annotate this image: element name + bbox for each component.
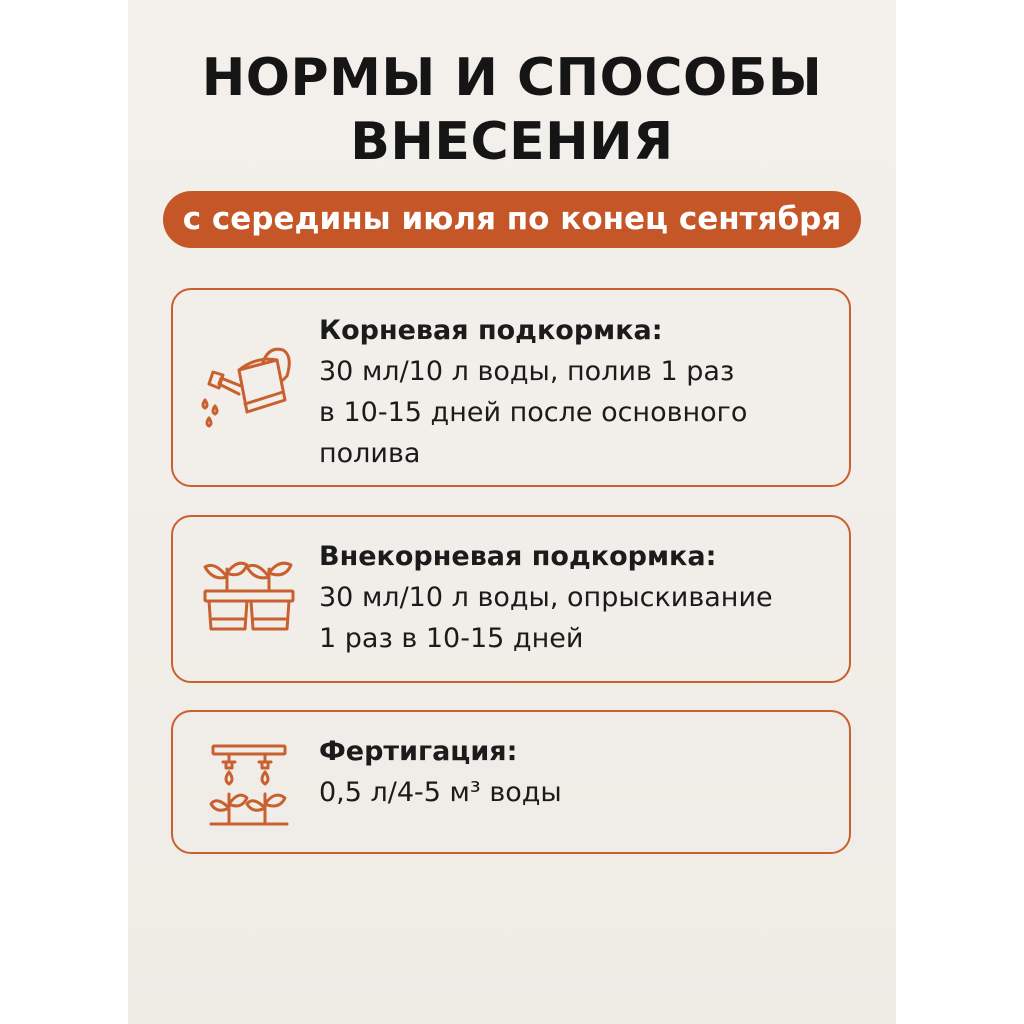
watering-can-icon (199, 342, 299, 432)
card-line: 30 мл/10 л воды, опрыскивание (319, 582, 773, 613)
card-fertigation (171, 710, 851, 854)
card-text (319, 536, 835, 659)
card-line: 0,5 л/4-5 м³ воды (319, 777, 562, 808)
card-text (319, 731, 835, 813)
seedling-tray-icon (199, 555, 299, 645)
card-line: 1 раз в 10-15 дней (319, 623, 584, 654)
period-badge: с середины июля по конец сентября (163, 191, 861, 248)
card-line: 30 мл/10 л воды, полив 1 раз (319, 356, 735, 387)
card-text (319, 310, 835, 474)
card-foliar-feeding (171, 515, 851, 683)
card-line: в 10-15 дней после основного (319, 397, 748, 428)
drip-irrigation-icon (199, 738, 299, 828)
card-heading: Фертигация: (319, 736, 518, 767)
title-line-1: НОРМЫ И СПОСОБЫ (201, 48, 823, 108)
card-root-feeding (171, 288, 851, 487)
card-heading: Корневая подкормка: (319, 315, 663, 346)
card-heading: Внекорневая подкормка: (319, 541, 717, 572)
info-panel (128, 0, 896, 1024)
title-line-2: ВНЕСЕНИЯ (350, 112, 674, 172)
card-line: полива (319, 438, 421, 469)
page-title (128, 46, 896, 174)
